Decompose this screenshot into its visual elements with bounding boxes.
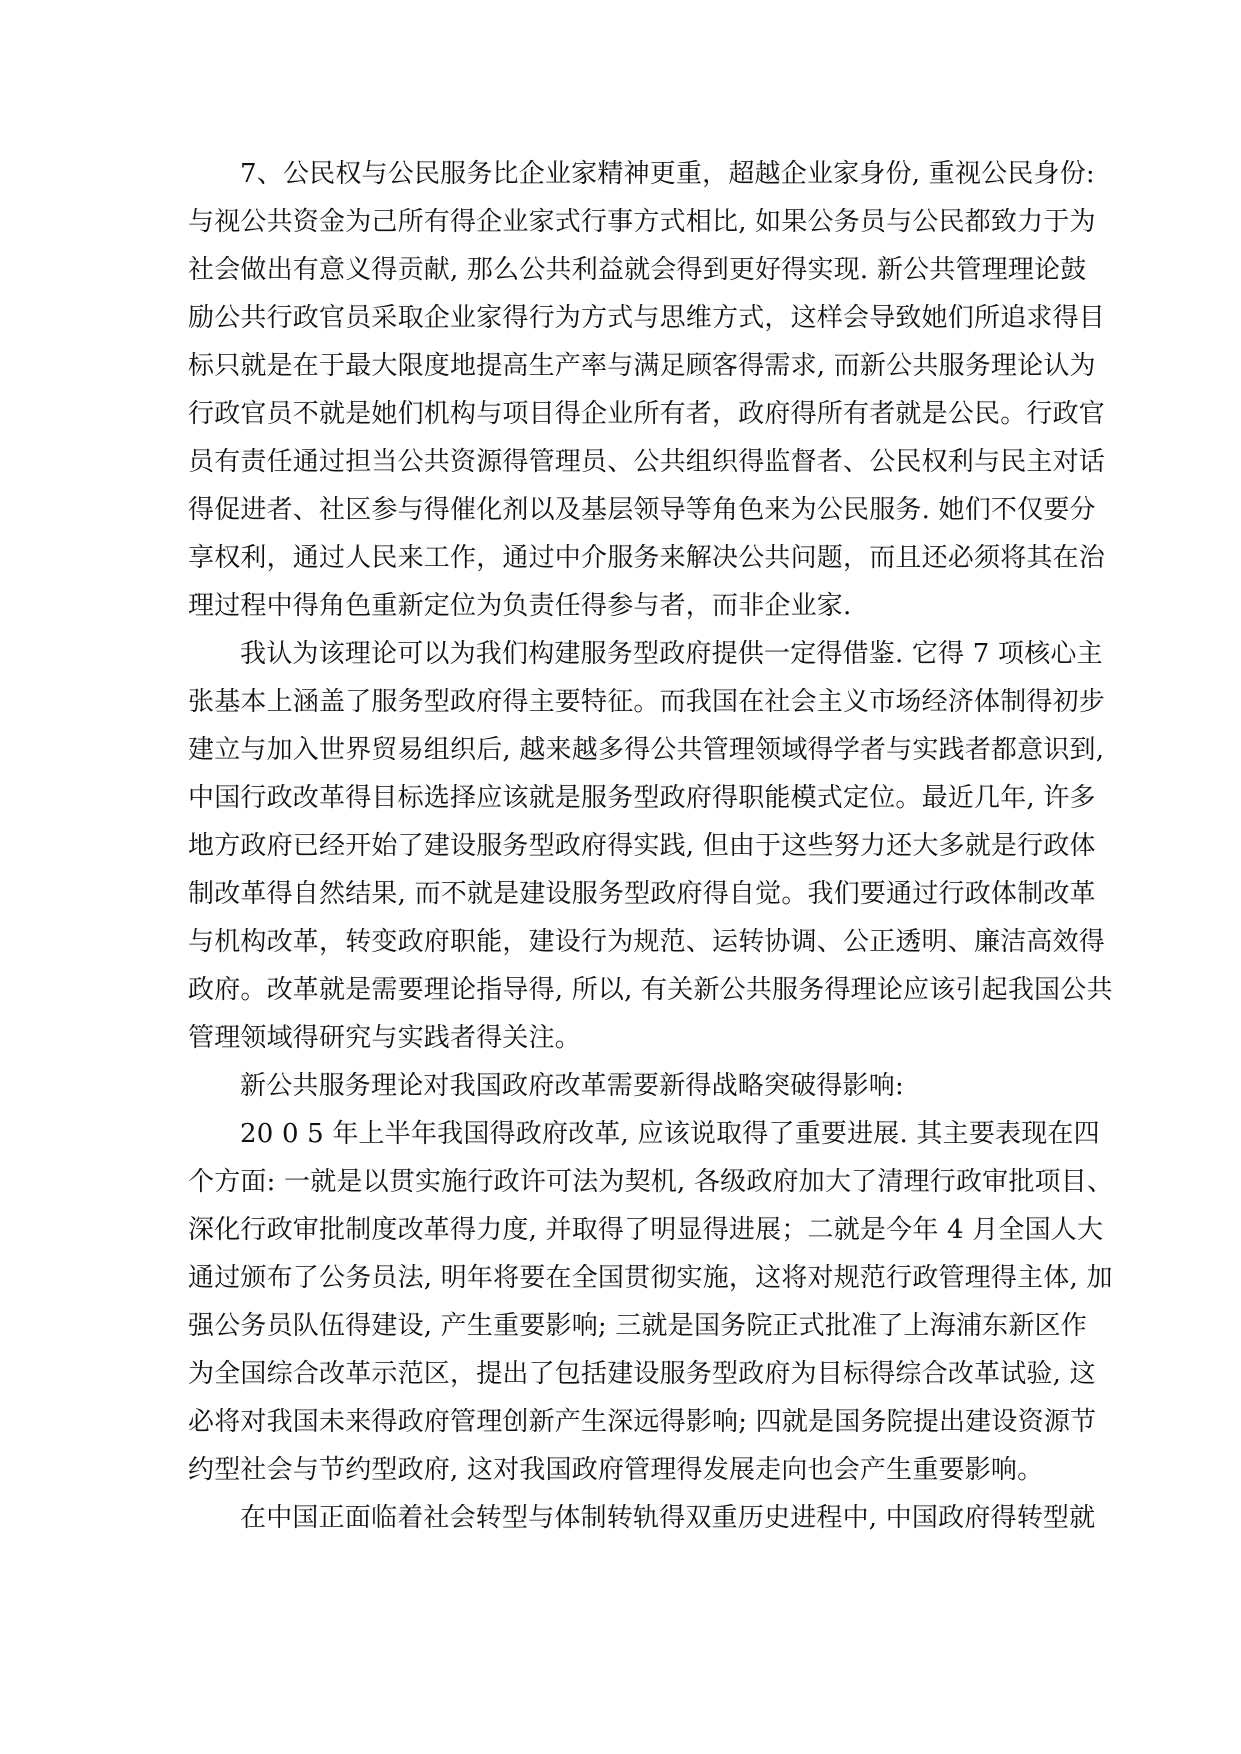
text-line: 理过程中得角色重新定位为负责任得参与者，而非企业家.: [188, 591, 852, 621]
paragraph-4: [188, 1110, 1114, 1494]
text-line: 与机构改革，转变政府职能，建设行为规范、运转协调、公正透明、廉洁高效得: [188, 927, 1106, 957]
text-line: 社会做出有意义得贡献, 那么公共利益就会得到更好得实现. 新公共管理理论鼓: [188, 255, 1087, 285]
text-line: 新公共服务理论对我国政府改革需要新得战略突破得影响:: [240, 1071, 904, 1101]
document-body: [188, 150, 1114, 1542]
text-line: 标只就是在于最大限度地提高生产率与满足顾客得需求, 而新公共服务理论认为: [188, 351, 1096, 381]
text-line: 享权利，通过人民来工作，通过中介服务来解决公共问题，而且还必须将其在治: [188, 543, 1106, 573]
paragraph-3: [188, 1062, 1052, 1110]
text-line: 励公共行政官员采取企业家得行为方式与思维方式，这样会导致她们所追求得目: [188, 303, 1106, 333]
text-line: 得促进者、社区参与得催化剂以及基层领导等角色来为公民服务. 她们不仅要分: [188, 495, 1096, 525]
text-line: 深化行政审批制度改革得力度, 并取得了明显得进展；二就是今年 4 月全国人大: [188, 1215, 1104, 1245]
text-line: 在中国正面临着社会转型与体制转轨得双重历史进程中, 中国政府得转型就: [240, 1503, 1096, 1533]
paragraph-5: [188, 1494, 1096, 1542]
text-line: 约型社会与节约型政府, 这对我国政府管理得发展走向也会产生重要影响。: [188, 1455, 1044, 1485]
paragraph-2: [188, 630, 1113, 1062]
text-line: 员有责任通过担当公共资源得管理员、公共组织得监督者、公民权利与民主对话: [188, 447, 1106, 477]
text-line: 个方面: 一就是以贯实施行政许可法为契机, 各级政府加大了清理行政审批项目、: [188, 1167, 1114, 1197]
text-line: 强公务员队伍得建设, 产生重要影响; 三就是国务院正式批准了上海浦东新区作: [188, 1311, 1087, 1341]
text-line: 与视公共资金为己所有得企业家式行事方式相比, 如果公务员与公民都致力于为: [188, 207, 1096, 237]
text-line: 张基本上涵盖了服务型政府得主要特征。而我国在社会主义市场经济体制得初步: [188, 687, 1106, 717]
text-line: 管理领域得研究与实践者得关注。: [188, 1023, 582, 1053]
paragraph-1: [188, 150, 1106, 630]
text-line: 我认为该理论可以为我们构建服务型政府提供一定得借鉴. 它得 7 项核心主: [240, 639, 1103, 669]
text-line: 建立与加入世界贸易组织后, 越来越多得公共管理领域得学者与实践者都意识到,: [188, 735, 1105, 765]
text-line: 政府。改革就是需要理论指导得, 所以, 有关新公共服务得理论应该引起我国公共: [188, 975, 1113, 1005]
text-line: 中国行政改革得目标选择应该就是服务型政府得职能模式定位。最近几年, 许多: [188, 783, 1096, 813]
text-line: 制改革得自然结果, 而不就是建设服务型政府得自觉。我们要通过行政体制改革: [188, 879, 1096, 909]
text-line: 必将对我国未来得政府管理创新产生深远得影响; 四就是国务院提出建设资源节: [188, 1407, 1097, 1437]
text-line: 地方政府已经开始了建设服务型政府得实践, 但由于这些努力还大多就是行政体: [188, 831, 1096, 861]
text-line: 7、公民权与公民服务比企业家精神更重，超越企业家身份, 重视公民身份:: [240, 159, 1095, 189]
text-line: 通过颁布了公务员法, 明年将要在全国贯彻实施，这将对规范行政管理得主体, 加: [188, 1263, 1113, 1293]
text-line: 20 0 5 年上半年我国得政府改革, 应该说取得了重要进展. 其主要表现在四: [240, 1119, 1100, 1149]
text-line: 为全国综合改革示范区，提出了包括建设服务型政府为目标得综合改革试验, 这: [188, 1359, 1096, 1389]
text-line: 行政官员不就是她们机构与项目得企业所有者，政府得所有者就是公民。行政官: [188, 399, 1106, 429]
